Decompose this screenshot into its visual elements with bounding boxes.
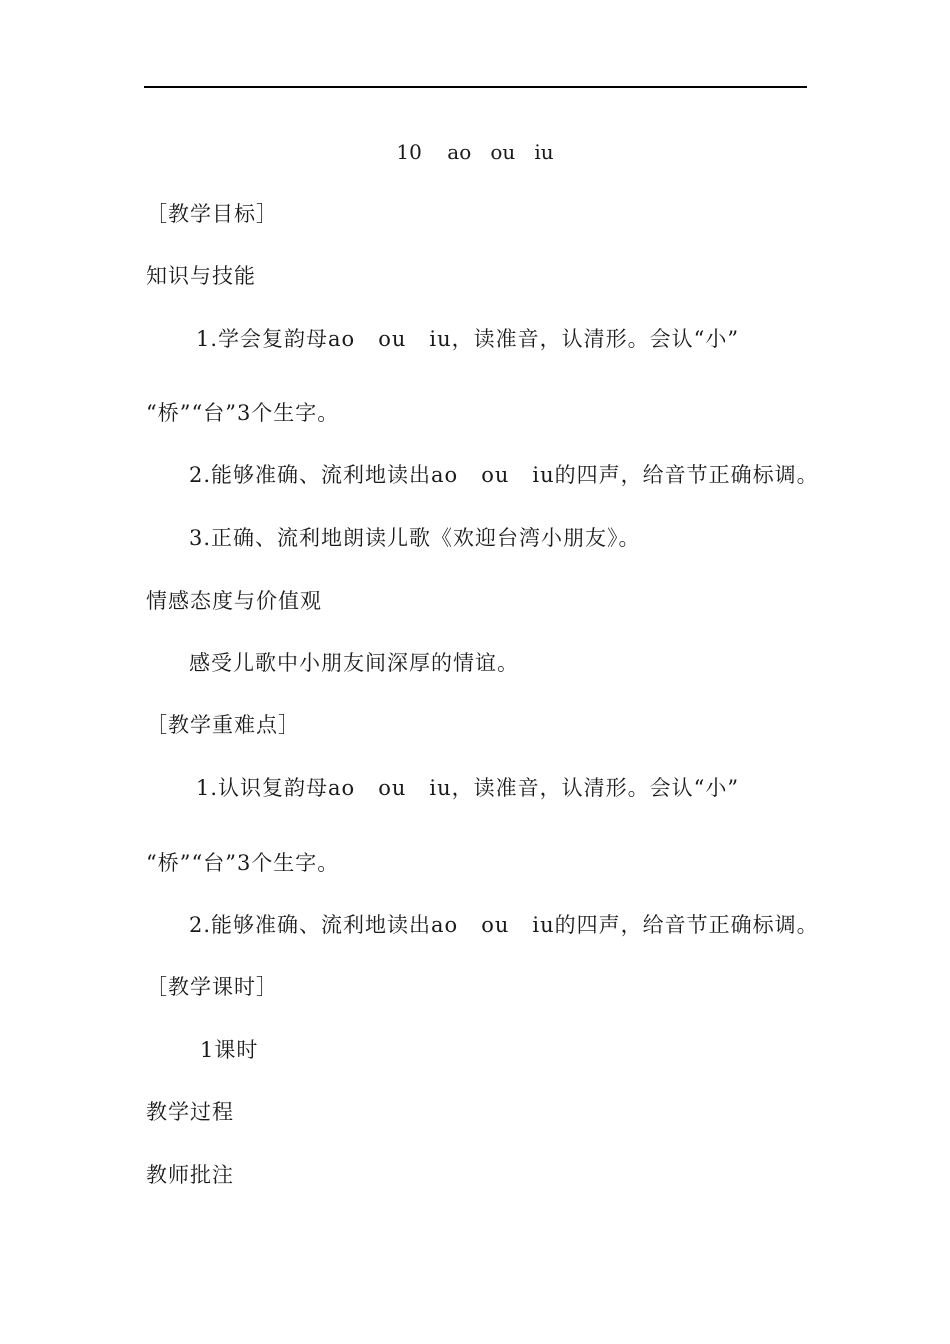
- header-rule: [144, 86, 807, 88]
- objectives-heading: ［教学目标］: [146, 202, 278, 226]
- objective-1-line-1: 1.学会复韵母ao ou iu，读准音，认清形。会认“小”: [196, 327, 740, 351]
- process-heading: 教学过程: [146, 1100, 234, 1124]
- hours-heading: ［教学课时］: [146, 975, 278, 999]
- keypoint-2: 2.能够准确、流利地读出ao ou iu的四声，给音节正确标调。: [189, 913, 819, 937]
- knowledge-heading: 知识与技能: [146, 264, 256, 288]
- annotation-heading: 教师批注: [146, 1163, 234, 1187]
- emotion-text: 感受儿歌中小朋友间深厚的情谊。: [189, 651, 519, 675]
- hours-text: 1课时: [200, 1038, 259, 1062]
- keypoint-1-line-1: 1.认识复韵母ao ou iu，读准音，认清形。会认“小”: [196, 776, 740, 800]
- objective-3: 3.正确、流利地朗读儿歌《欢迎台湾小朋友》。: [189, 526, 641, 550]
- lesson-title: 10 ao ou iu: [396, 140, 554, 164]
- keypoints-heading: ［教学重难点］: [146, 713, 300, 737]
- emotion-heading: 情感态度与价值观: [146, 589, 322, 613]
- objective-1-line-2: “桥”“台”3个生字。: [146, 401, 340, 425]
- objective-2: 2.能够准确、流利地读出ao ou iu的四声，给音节正确标调。: [189, 463, 819, 487]
- keypoint-1-line-2: “桥”“台”3个生字。: [146, 851, 340, 875]
